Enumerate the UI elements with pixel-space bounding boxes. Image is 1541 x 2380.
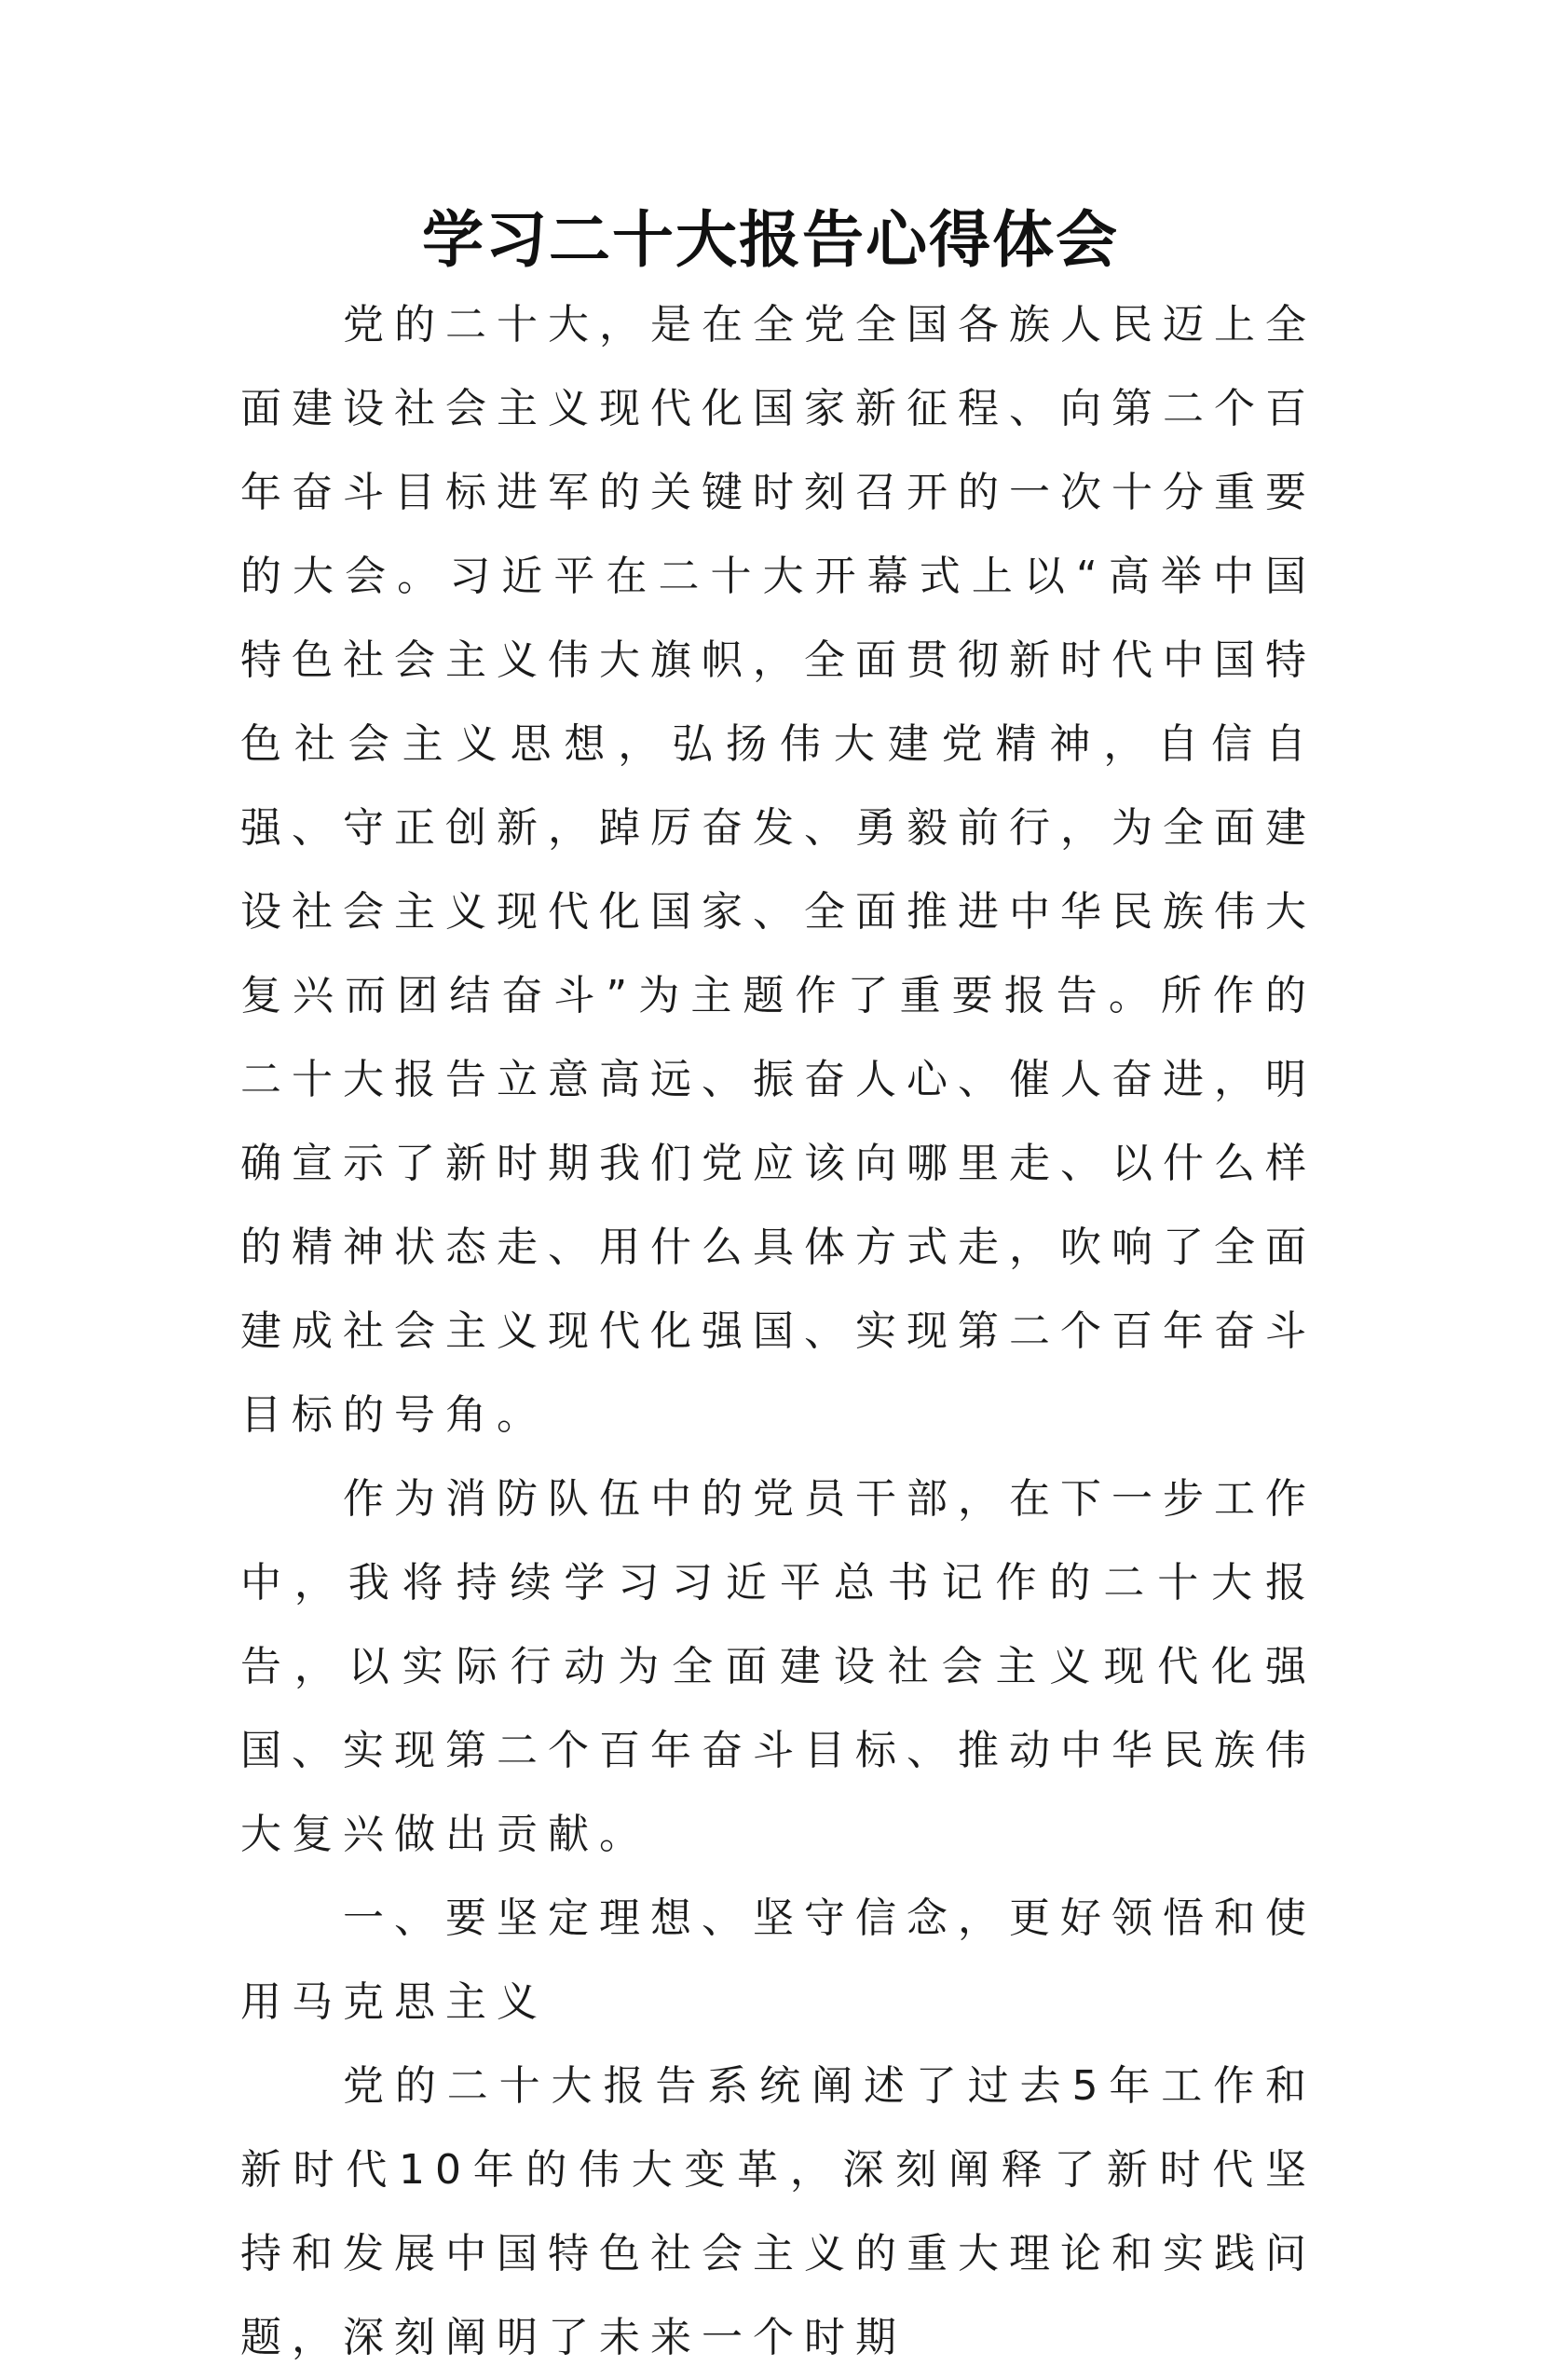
paragraph-intro: 党的二十大，是在全党全国各族人民迈上全面建设社会主义现代化国家新征程、向第二个百年奋斗目标进军的关键时刻召开的一次十分重要的大会。习近平在二十大开幕式上以“高举中国特色社会主义伟大旗帜，全面贯彻新时代中国特色社会主义思想，弘扬伟大建党精神，自信自强、守正创新，踔厉奋发、勇毅前行，为全面建设社会主义现代化国家、全面推进中华民族伟大复兴而团结奋斗”为主题作了重要报告。所作的二十大报告立意高远、振奋人心、催人奋进，明确宣示了新时期我们党应该向哪里走、以什么样的精神状态走、用什么具体方式走，吹响了全面建成社会主义现代化强国、实现第二个百年奋斗目标的号角。 xyxy=(240,301,1316,1439)
document-body xyxy=(240,283,1316,2380)
document-title: 学习二十大报告心得体会 xyxy=(422,203,1119,276)
paragraph-section-1: 党的二十大报告系统阐述了过去5年工作和新时代10年的伟大变革，深刻阐释了新时代坚持和发展中国特色社会主义的重大理论和实践问题，深刻阐明了未来一个时期 xyxy=(240,2062,1316,2361)
section-heading-1: 一、要坚定理想、坚守信念，更好领悟和使用马克思主义 xyxy=(240,1894,1316,2026)
paragraph-commitment: 作为消防队伍中的党员干部，在下一步工作中，我将持续学习习近平总书记作的二十大报告，以实际行动为全面建设社会主义现代化强国、实现第二个百年奋斗目标、推动中华民族伟大复兴做出贡献。 xyxy=(240,1475,1316,1858)
